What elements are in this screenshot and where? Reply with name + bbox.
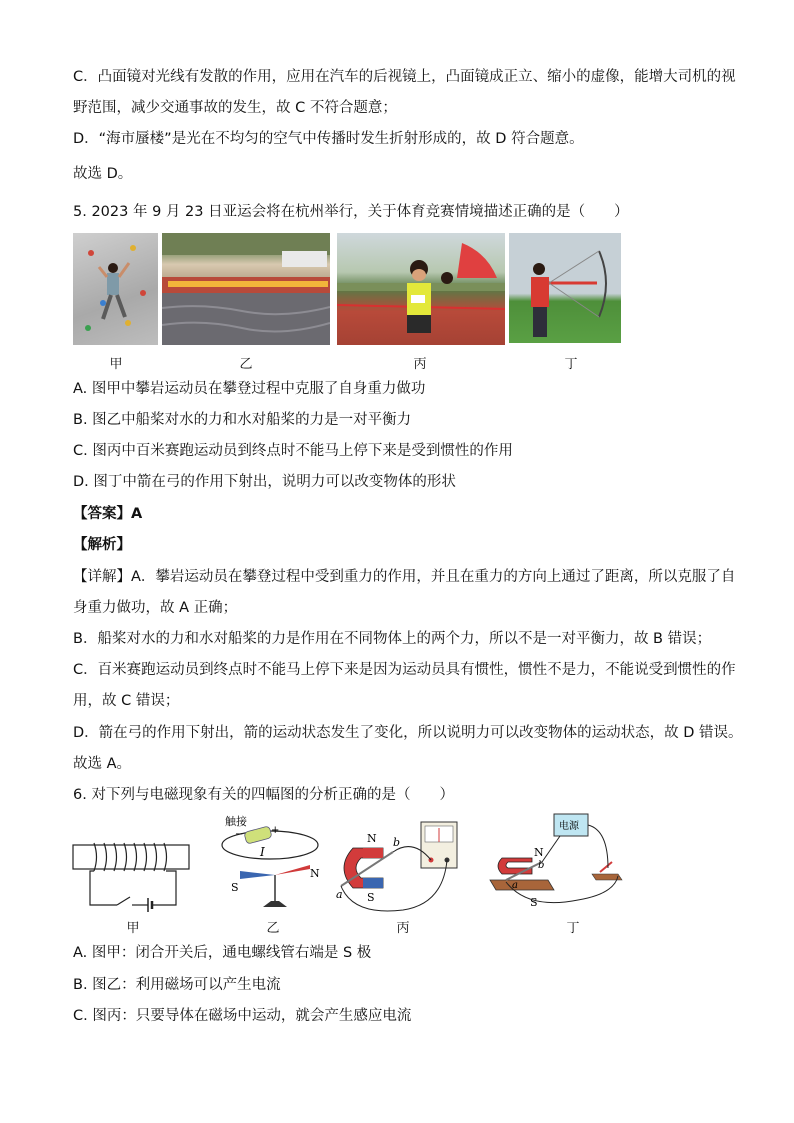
q5-caption-ding: 丁	[564, 357, 578, 372]
a-label-bing: a	[336, 888, 343, 901]
current-label: I	[260, 845, 265, 859]
q5-caption-bing: 丙	[413, 357, 427, 372]
q5-detail-1: 【详解】A．攀岩运动员在攀登过程中受到重力的作用，并且在重力的方向上通过了距离，所以克服了自	[73, 569, 736, 585]
photo-archery	[509, 233, 621, 343]
q6-stem: 6. 对下列与电磁现象有关的四幅图的分析正确的是（ ）	[73, 787, 454, 803]
q6-fig-solenoid	[72, 835, 192, 915]
q5-option-d: D. 图丁中箭在弓的作用下射出，说明力可以改变物体的形状	[73, 474, 456, 490]
q6-fig-motor	[488, 810, 628, 910]
q6-fig-induction	[333, 818, 473, 918]
power-label: 电源	[559, 821, 579, 832]
q6-option-c: C. 图丙：只要导体在磁场中运动，就会产生感应电流	[73, 1008, 412, 1024]
q6-option-b: B. 图乙：利用磁场可以产生电流	[73, 977, 281, 993]
prev-conclusion: 故选 D。	[73, 166, 133, 182]
q6-caption-yi: 乙	[266, 921, 280, 936]
photo-climbing	[73, 233, 158, 345]
q5-analysis-label: 【解析】	[73, 537, 131, 553]
q5-detail-6: D．箭在弓的作用下射出，箭的运动状态发生了变化，所以说明力可以改变物体的运动状态，故 D 错误。	[73, 725, 743, 741]
q5-answer: 【答案】A	[73, 506, 143, 522]
q5-conclusion: 故选 A。	[73, 756, 132, 772]
analysis-d-line: D．“海市蜃楼”是光在不均匀的空气中传播时发生折射形成的，故 D 符合题意。	[73, 131, 584, 147]
q6-caption-ding: 丁	[566, 921, 580, 936]
s-label-yi: S	[231, 881, 239, 894]
horseshoe-magnet-ding	[498, 858, 532, 874]
n-label-bing: N	[367, 832, 377, 845]
q5-option-c: C. 图丙中百米赛跑运动员到终点时不能马上停下来是受到惯性的作用	[73, 443, 513, 459]
svg-text:−: −	[235, 829, 244, 840]
archer-figure	[509, 233, 621, 343]
runner-figure	[337, 233, 505, 345]
compass-needle-n	[275, 865, 310, 875]
battery-icon	[244, 826, 272, 844]
n-label-yi: N	[310, 867, 320, 880]
q5-option-b: B. 图乙中船桨对水的力和水对船桨的力是一对平衡力	[73, 412, 412, 428]
q5-caption-yi: 乙	[239, 357, 253, 372]
climber-figure	[73, 233, 158, 345]
b-label-bing: b	[393, 836, 401, 849]
s-label-bing: S	[367, 891, 375, 904]
q5-detail-4: C．百米赛跑运动员到终点时不能马上停下来是因为运动员具有惯性，惯性不是力，不能说受到惯性的作	[73, 662, 736, 678]
analysis-c-line-1: C．凸面镜对光线有发散的作用，应用在汽车的后视镜上，凸面镜成正立、缩小的虚像，能增大司机的视	[73, 69, 736, 85]
boat-figure	[162, 233, 330, 345]
touch-label: 触接	[225, 815, 247, 828]
q5-detail-3: B．船桨对水的力和水对船桨的力是作用在不同物体上的两个力，所以不是一对平衡力，故 B 错误；	[73, 631, 712, 647]
q6-caption-jia: 甲	[126, 921, 140, 936]
s-label-ding: S	[530, 896, 538, 909]
q5-detail-2: 身重力做功，故 A 正确；	[73, 600, 238, 616]
photo-dragon-boat	[162, 233, 330, 345]
n-label-ding: N	[534, 846, 544, 859]
compass-needle-s	[240, 871, 275, 879]
q5-caption-jia: 甲	[109, 357, 123, 372]
q5-detail-5: 用，故 C 错误；	[73, 693, 180, 709]
q6-option-a: A. 图甲：闭合开关后，通电螺线管右端是 S 极	[73, 945, 372, 961]
b-label-ding: b	[538, 860, 545, 871]
photo-sprint	[337, 233, 505, 345]
a-label-ding: a	[512, 880, 518, 891]
q6-fig-oersted	[215, 813, 330, 913]
q5-stem: 5. 2023 年 9 月 23 日亚运会将在杭州举行，关于体育竞赛情境描述正确的是（ ）	[73, 204, 629, 220]
svg-text:+: +	[271, 825, 280, 836]
q5-option-a: A. 图甲中攀岩运动员在攀登过程中克服了自身重力做功	[73, 381, 426, 397]
q6-caption-bing: 丙	[396, 921, 410, 936]
analysis-c-line-2: 野范围，减少交通事故的发生，故 C 不符合题意；	[73, 100, 397, 116]
